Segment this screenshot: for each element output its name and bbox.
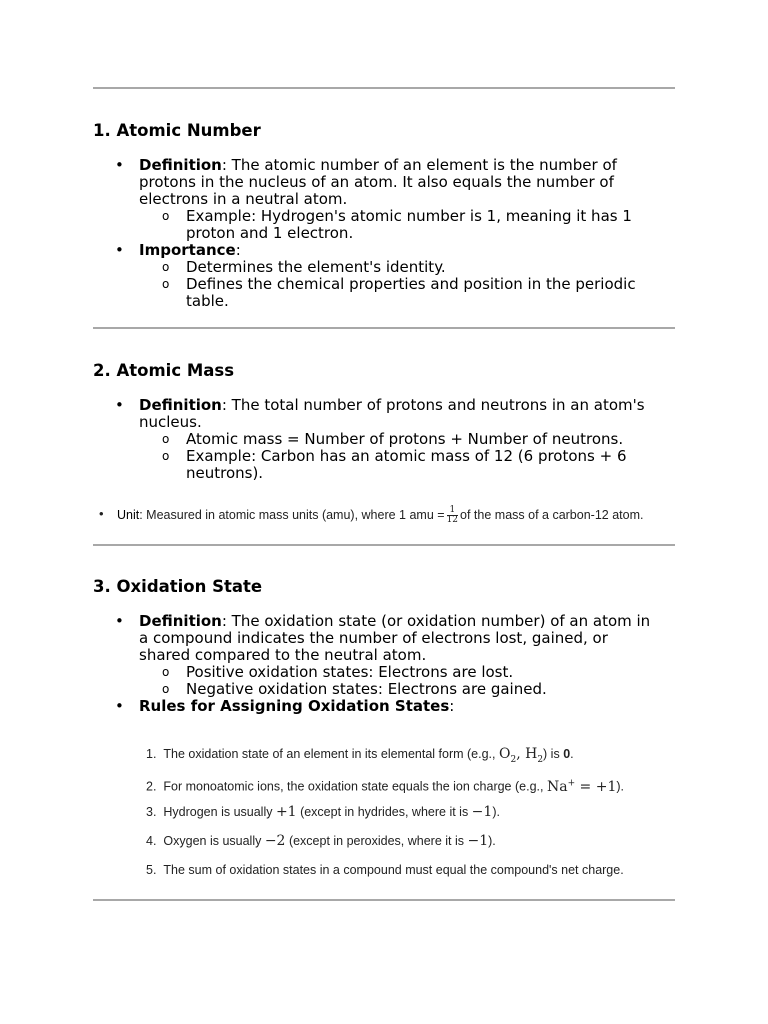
rule-text: . [570, 747, 574, 761]
sub-bullet-circle: o [162, 665, 170, 679]
rule-item [146, 833, 496, 849]
sub-bullet-circle: o [162, 209, 170, 223]
bullet-dot: • [115, 241, 124, 259]
rule-text: (except in hydrides, where it is [296, 805, 472, 819]
divider [93, 899, 675, 901]
definition-line: nucleus. [139, 413, 202, 431]
definition-line: electrons in a neutral atom. [139, 190, 348, 208]
sub-bullet-circle: o [162, 449, 170, 463]
importance-item: Defines the chemical properties and position in the periodic [186, 275, 636, 293]
fraction-denominator: 12 [446, 515, 459, 525]
rule-math: $O_2$, $H_2$ [498, 746, 544, 765]
importance-item: table. [186, 292, 229, 310]
rule-number: 4. [146, 834, 157, 848]
unit-line [117, 506, 643, 525]
section-title-atomic-number: 1. Atomic Number [93, 121, 261, 140]
bullet-dot: • [115, 156, 124, 174]
sub-item: Positive oxidation states: Electrons are lost. [186, 663, 514, 681]
unit-label: Unit [117, 507, 140, 522]
sub-item: Atomic mass = Number of protons + Number of neutrons. [186, 430, 624, 448]
importance-item: Determines the element's identity. [186, 258, 446, 276]
sub-item: Example: Carbon has an atomic mass of 12 (6 protons + 6 [186, 447, 627, 465]
rule-text: For monoatomic ions, the oxidation state equals the ion charge (e.g., [163, 779, 547, 794]
rules-suffix: : [449, 697, 455, 715]
rule-text: The sum of oxidation states in a compound must equal the compound's net charge. [163, 863, 624, 877]
definition-line: shared compared to the neutral atom. [139, 646, 427, 664]
rule-text: ). [488, 834, 496, 848]
rule-number: 1. [146, 747, 157, 761]
rule-math: −1 [471, 804, 493, 820]
rule-text: Hydrogen is usually [163, 805, 276, 819]
divider [93, 544, 675, 546]
rule-item [146, 804, 500, 820]
sub-bullet-circle: o [162, 432, 170, 446]
example-line: Example: Hydrogen's atomic number is 1, meaning it has 1 [186, 207, 632, 225]
definition-line: : The oxidation state (or oxidation number) of an atom in [221, 612, 651, 630]
rule-text: The oxidation state of an element in its elemental form (e.g., [163, 747, 499, 761]
bullet-dot: • [115, 396, 124, 414]
rule-number: 2. [146, 779, 157, 794]
sub-item: neutrons). [186, 464, 264, 482]
definition-line: a compound indicates the number of electrons lost, gained, or [139, 629, 608, 647]
definition-line: : The total number of protons and neutrons in an atom's [221, 396, 645, 414]
sub-bullet-circle: o [162, 682, 170, 696]
rule-number: 5. [146, 863, 157, 877]
section-title-atomic-mass: 2. Atomic Mass [93, 361, 235, 380]
importance-heading [139, 242, 241, 259]
example-line: proton and 1 electron. [186, 224, 354, 242]
fraction-one-twelfth [447, 506, 458, 525]
divider [93, 87, 675, 89]
definition-label: Definition [139, 396, 222, 414]
rule-math: −2 [264, 833, 286, 849]
definition-label: Definition [139, 612, 222, 630]
fraction-numerator: 1 [447, 506, 458, 516]
definition-label: Definition [139, 156, 222, 174]
divider [93, 327, 675, 329]
unit-text: : Measured in atomic mass units (amu), where 1 amu = [139, 507, 445, 522]
rule-text: Oxygen is usually [163, 834, 265, 848]
sub-bullet-circle: o [162, 277, 170, 291]
rule-text: ). [616, 779, 625, 794]
rule-math: −1 [467, 833, 489, 849]
bullet-dot: • [115, 697, 124, 715]
rule-text: (except in peroxides, where it is [285, 834, 468, 848]
rule-item [146, 775, 624, 795]
rule-item [146, 746, 574, 768]
sub-item: Negative oxidation states: Electrons are gained. [186, 680, 547, 698]
importance-label: Importance [139, 241, 236, 259]
section-title-oxidation-state: 3. Oxidation State [93, 577, 263, 596]
rules-heading [139, 698, 454, 715]
bullet-dot: • [99, 506, 104, 521]
unit-text: of the mass of a carbon-12 atom. [460, 507, 644, 522]
importance-suffix: : [235, 241, 241, 259]
definition-line: : The atomic number of an element is the number of [221, 156, 617, 174]
rules-label: Rules for Assigning Oxidation States [139, 697, 450, 715]
rule-math: Na+ = +1 [546, 778, 617, 795]
definition-text [139, 397, 645, 414]
definition-text [139, 613, 650, 630]
bullet-dot: • [115, 612, 124, 630]
sub-bullet-circle: o [162, 260, 170, 274]
rule-number: 3. [146, 805, 157, 819]
rule-math: +1 [275, 804, 297, 820]
rule-bold-value: 0 [563, 747, 571, 761]
rule-item [146, 862, 624, 878]
rule-text: ). [492, 805, 500, 819]
rule-text: ) is [543, 747, 564, 761]
definition-line: protons in the nucleus of an atom. It also equals the number of [139, 173, 614, 191]
definition-text [139, 157, 617, 174]
